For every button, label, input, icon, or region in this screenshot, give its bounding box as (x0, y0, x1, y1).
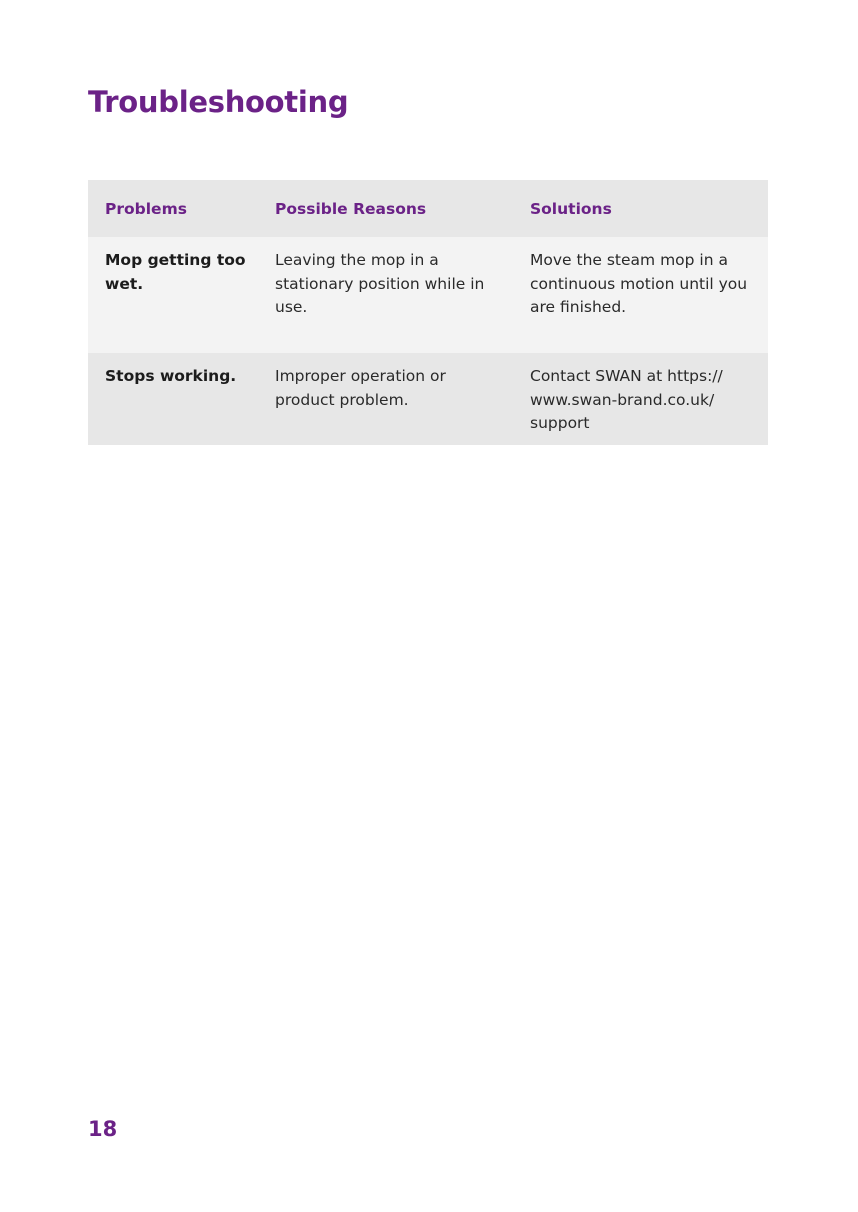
page-title: Troubleshooting (88, 85, 349, 119)
column-header-problems: Problems (105, 200, 187, 218)
reason-cell: Improper operation or product problem. (275, 367, 446, 409)
column-header-solutions: Solutions (530, 200, 612, 218)
page-number: 18 (88, 1117, 118, 1141)
solution-cell: Contact SWAN at https:// www.swan-brand.co.uk/ support (530, 367, 723, 432)
troubleshooting-table (88, 180, 768, 445)
column-header-possible-reasons: Possible Reasons (275, 200, 427, 218)
table-header-row (88, 180, 768, 237)
reason-cell: Leaving the mop in a stationary position while in use. (275, 251, 485, 316)
table-row (88, 353, 768, 445)
table-row (88, 237, 768, 353)
problem-cell: Mop getting too wet. (105, 251, 246, 293)
solution-cell: Move the steam mop in a continuous motion until you are finished. (530, 251, 748, 316)
problem-cell: Stops working. (105, 367, 237, 385)
